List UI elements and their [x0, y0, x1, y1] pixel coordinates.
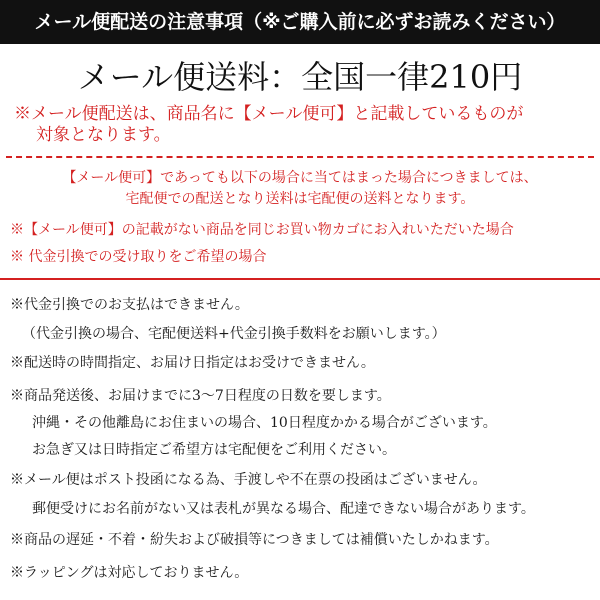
notice-islands: 沖縄・その他離島にお住まいの場合、10日程度かかる場合がございます。	[32, 415, 497, 431]
notice-cod: ※代金引換でのお支払はできません。	[10, 297, 249, 313]
notice-no-wrapping: ※ラッピングは対応しておりません。	[10, 565, 249, 581]
eligibility-note-line1: ※メール便配送は、商品名に【メール便可】と記載しているものが	[14, 104, 524, 124]
eligibility-note	[14, 104, 594, 146]
condition-mixed-cart: ※【メール便可】の記載がない商品を同じお買い物カゴにお入れいただいた場合	[10, 222, 514, 238]
notice-lead-time: ※商品発送後、お届けまでに3〜7日程度の日数を要します。	[10, 388, 391, 404]
notice-header	[0, 0, 600, 44]
shipping-rate-amount: 210円	[429, 58, 523, 96]
notice-rush: お急ぎ又は日時指定ご希望方は宅配便をご利用ください。	[32, 442, 396, 458]
shipping-rate-title	[0, 55, 600, 99]
conditions-intro-line2: 宅配便での配送となり送料は宅配便の送料となります。	[125, 191, 475, 207]
eligibility-note-line2: 対象となります。	[36, 125, 171, 145]
notice-no-compensation: ※商品の遅延・不着・紛失および破損等につきましては補償いたしかねます。	[10, 532, 499, 548]
notice-no-time-specify: ※配送時の時間指定、お届け日指定はお受けできません。	[10, 355, 375, 371]
notice-header-title: メール便配送の注意事項（※ご購入前に必ずお読みください）	[34, 11, 566, 33]
dashed-divider	[6, 156, 594, 158]
condition-cash-on-delivery: ※ 代金引換での受け取りをご希望の場合	[10, 249, 267, 265]
notice-cod-alternative: （代金引換の場合、宅配便送料+代金引換手数料をお願いします。）	[22, 326, 446, 342]
notice-nameplate: 郵便受けにお名前がない又は表札が異なる場合、配達できない場合があります。	[32, 501, 535, 517]
notice-postbox: ※メール便はポスト投函になる為、手渡しや不在票の投函はございません。	[10, 472, 487, 488]
shipping-rate-label: メール便送料：全国一律	[77, 58, 430, 96]
conditions-intro-line1: 【メール便可】であっても以下の場合に当てはまった場合につきましては、	[62, 170, 538, 186]
red-divider	[0, 278, 600, 280]
